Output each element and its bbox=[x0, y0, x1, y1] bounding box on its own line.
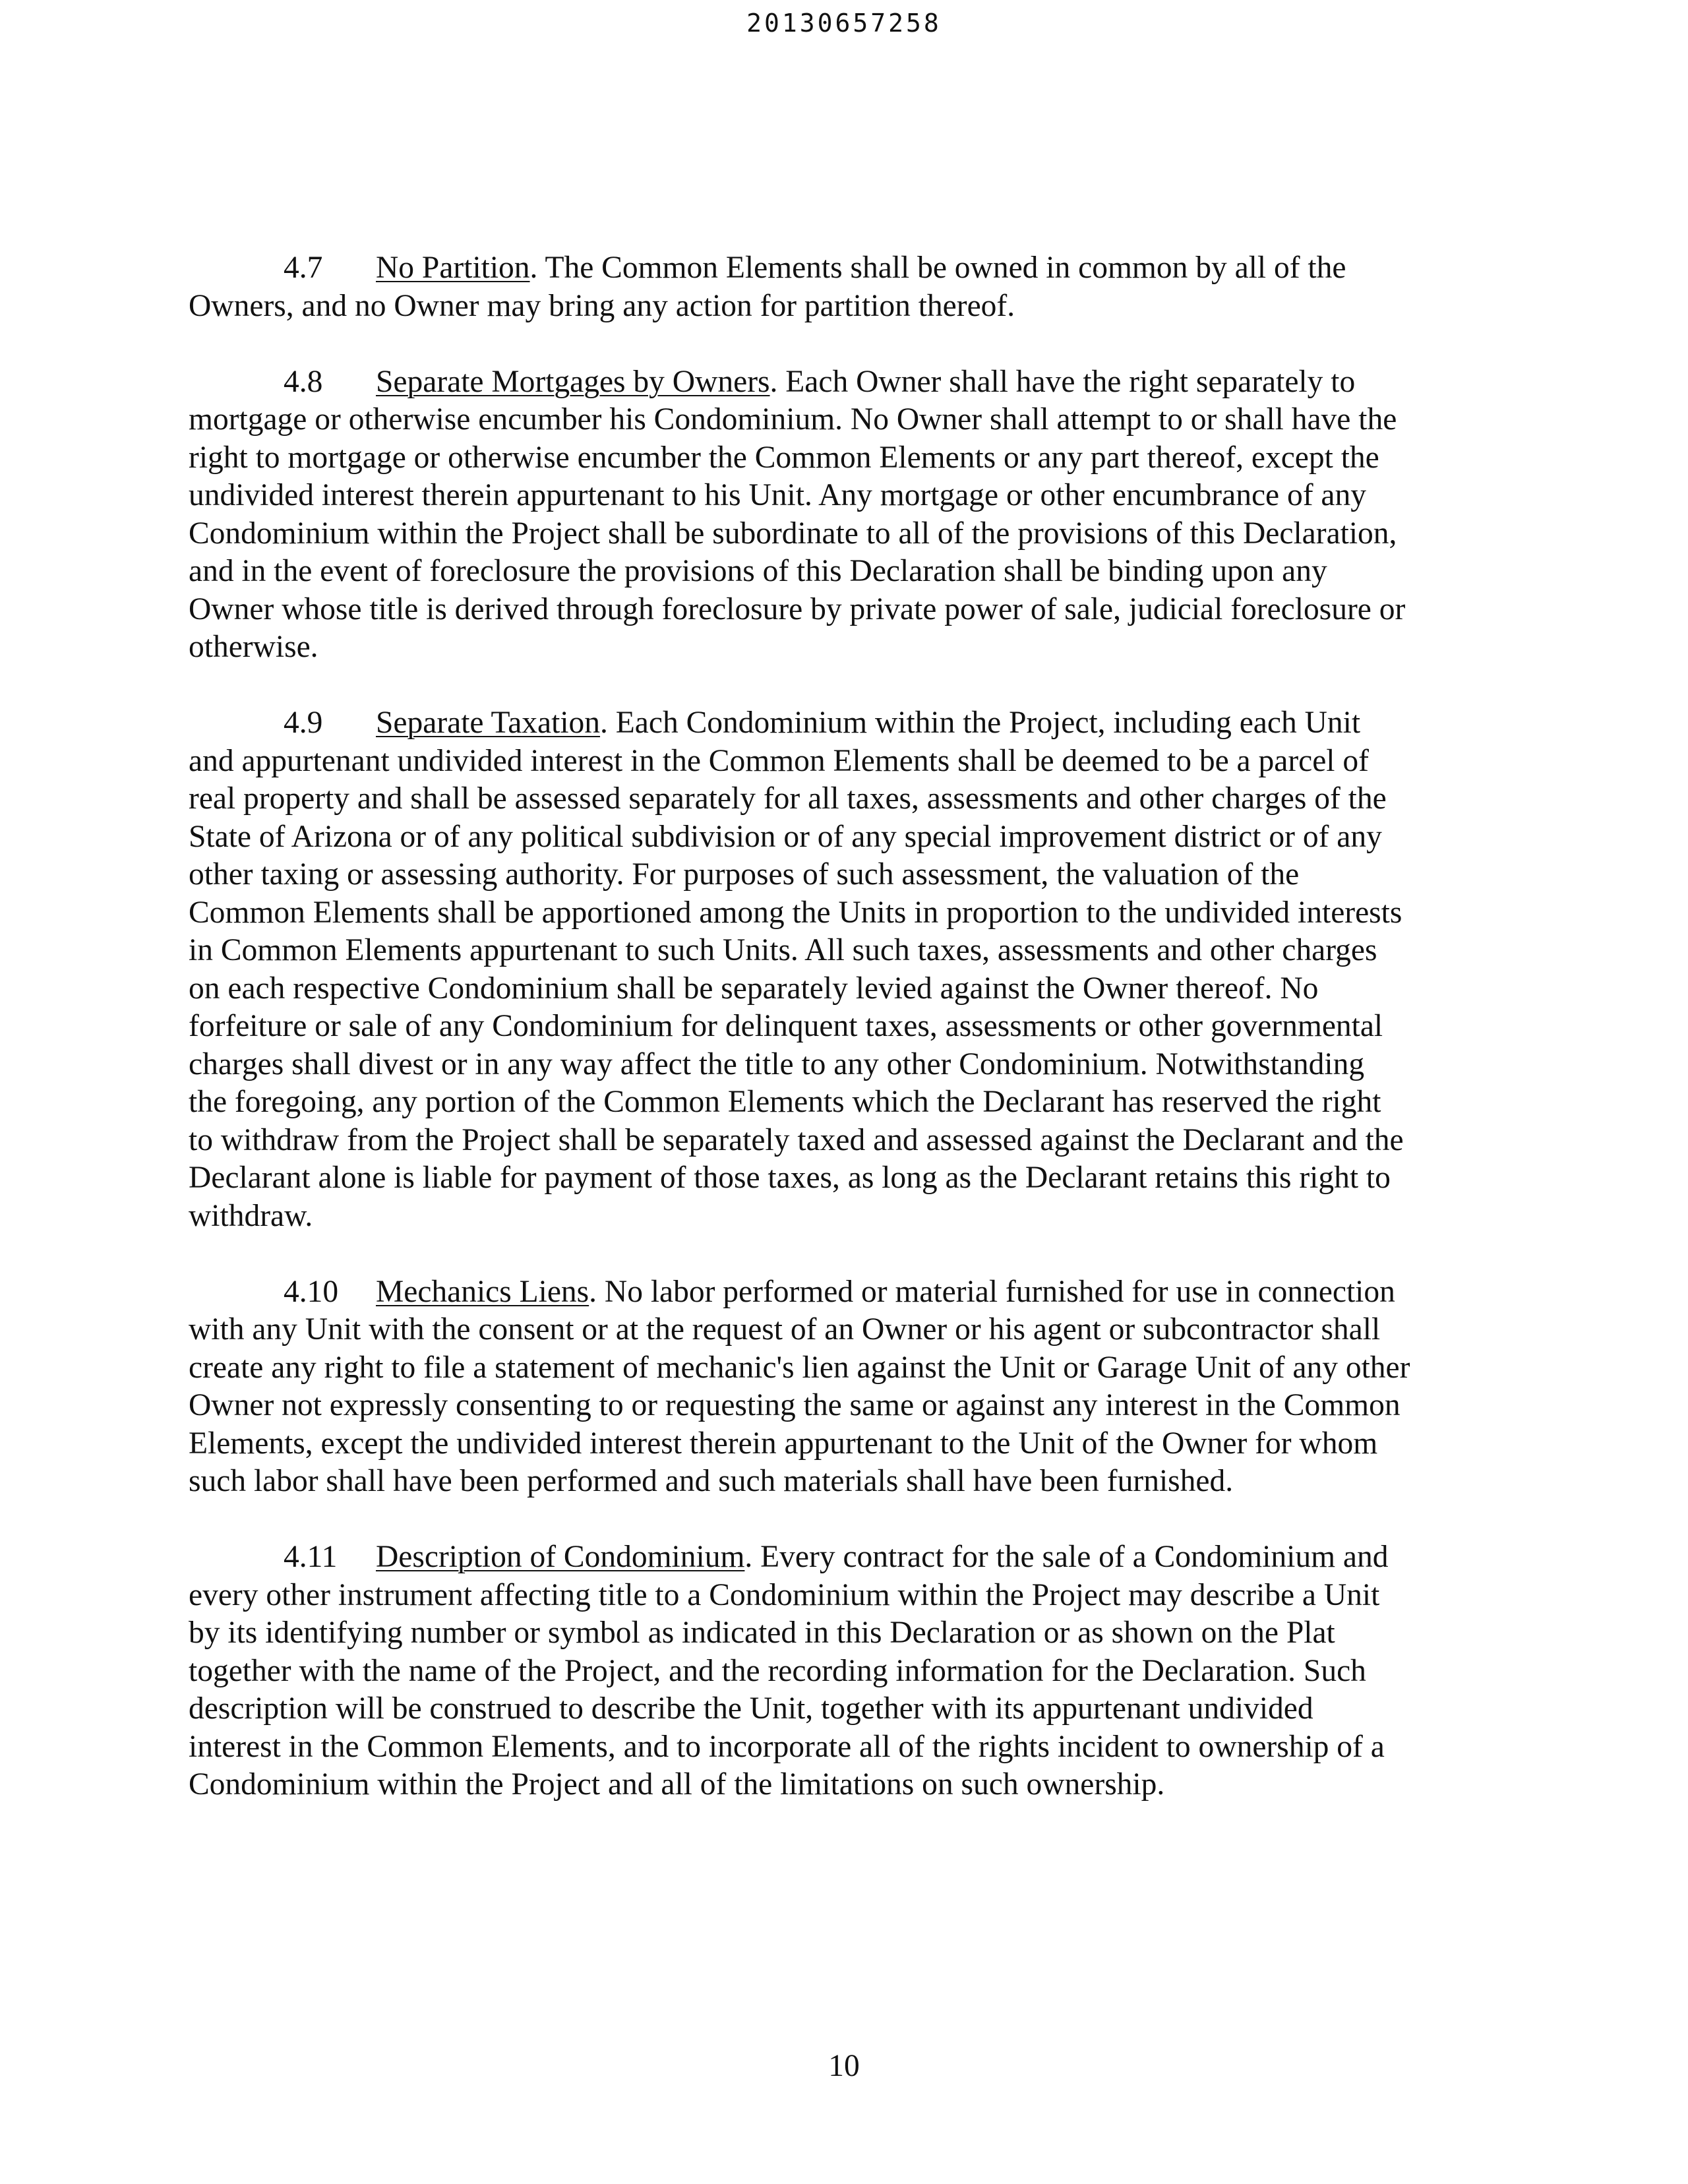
section-text-line: Common Elements shall be apportioned among the Units in proportion to the undivided interests bbox=[189, 895, 1402, 930]
section-title: Separate Mortgages by Owners bbox=[376, 364, 770, 399]
section-text-line: Declarant alone is liable for payment of those taxes, as long as the Declarant retains this right to bbox=[189, 1161, 1391, 1195]
section-number: 4.10 bbox=[284, 1274, 339, 1309]
section-text-line: create any right to file a statement of mechanic's lien against the Unit or Garage Unit of any other bbox=[189, 1350, 1410, 1385]
document-number: 20130657258 bbox=[746, 9, 942, 38]
section-text-line: to withdraw from the Project shall be separately taxed and assessed against the Declarant and the bbox=[189, 1122, 1404, 1157]
section-text-line: undivided interest therein appurtenant to his Unit. Any mortgage or other encumbrance of any bbox=[189, 478, 1367, 512]
section-text-line: forfeiture or sale of any Condominium for delinquent taxes, assessments or other governmental bbox=[189, 1009, 1383, 1043]
section-text-line: on each respective Condominium shall be separately levied against the Owner thereof. No bbox=[189, 971, 1319, 1006]
section-4-9 bbox=[189, 704, 1481, 1235]
section-text-line: Condominium within the Project shall be subordinate to all of the provisions of this Declaration, bbox=[189, 516, 1397, 551]
section-text-line: and in the event of foreclosure the provisions of this Declaration shall be binding upon any bbox=[189, 554, 1327, 588]
section-first-line bbox=[189, 249, 1481, 288]
section-text-line: Owners, and no Owner may bring any action for partition thereof. bbox=[189, 288, 1015, 323]
page-number: 10 bbox=[828, 2049, 860, 2083]
section-text-line: otherwise. bbox=[189, 630, 318, 664]
section-4-10 bbox=[189, 1273, 1481, 1501]
section-text-line: withdraw. bbox=[189, 1198, 313, 1233]
section-first-line-text: . The Common Elements shall be owned in common by all of the bbox=[529, 251, 1346, 285]
document-body bbox=[189, 249, 1481, 1842]
section-text-line: real property and shall be assessed separately for all taxes, assessments and other charges of the bbox=[189, 781, 1387, 816]
section-number: 4.7 bbox=[284, 251, 323, 285]
section-first-line bbox=[189, 704, 1481, 743]
section-text-line: by its identifying number or symbol as indicated in this Declaration or as shown on the Plat bbox=[189, 1616, 1335, 1650]
section-text-line: mortgage or otherwise encumber his Condominium. No Owner shall attempt to or shall have the bbox=[189, 402, 1397, 437]
section-text-line: with any Unit with the consent or at the request of an Owner or his agent or subcontractor shall bbox=[189, 1312, 1381, 1347]
section-text-line: Owner not expressly consenting to or requesting the same or against any interest in the Common bbox=[189, 1388, 1401, 1422]
section-text-line: interest in the Common Elements, and to incorporate all of the rights incident to ownership of a bbox=[189, 1729, 1385, 1764]
section-text-line: in Common Elements appurtenant to such Units. All such taxes, assessments and other charges bbox=[189, 933, 1377, 967]
section-4-7 bbox=[189, 249, 1481, 325]
section-text-line: and appurtenant undivided interest in the Common Elements shall be deemed to be a parcel of bbox=[189, 743, 1369, 778]
section-text-line: Elements, except the undivided interest therein appurtenant to the Unit of the Owner for whom bbox=[189, 1426, 1378, 1461]
section-first-line bbox=[189, 1538, 1481, 1577]
section-4-11 bbox=[189, 1538, 1481, 1804]
section-first-line-text: . Each Condominium within the Project, including each Unit bbox=[600, 706, 1361, 740]
section-text-line: State of Arizona or of any political subdivision or of any special improvement district or of any bbox=[189, 819, 1382, 854]
section-first-line bbox=[189, 1273, 1481, 1312]
section-title: Description of Condominium bbox=[376, 1540, 745, 1574]
section-first-line-text: . No labor performed or material furnished for use in connection bbox=[589, 1274, 1395, 1309]
section-text-line: other taxing or assessing authority. For purposes of such assessment, the valuation of the bbox=[189, 857, 1300, 892]
section-first-line bbox=[189, 363, 1481, 402]
section-text-line: Condominium within the Project and all of the limitations on such ownership. bbox=[189, 1767, 1165, 1802]
section-title: Separate Taxation bbox=[376, 706, 601, 740]
section-first-line-text: . Each Owner shall have the right separately to bbox=[769, 364, 1356, 399]
section-4-8 bbox=[189, 363, 1481, 667]
section-text-line: every other instrument affecting title to a Condominium within the Project may describe a Unit bbox=[189, 1577, 1380, 1612]
section-text-line: Owner whose title is derived through foreclosure by private power of sale, judicial foreclosure or bbox=[189, 592, 1406, 626]
section-first-line-text: . Every contract for the sale of a Condominium and bbox=[744, 1540, 1389, 1574]
section-number: 4.11 bbox=[284, 1540, 338, 1574]
section-title: No Partition bbox=[376, 251, 530, 285]
section-number: 4.9 bbox=[284, 706, 323, 740]
section-text-line: the foregoing, any portion of the Common Elements which the Declarant has reserved the right bbox=[189, 1085, 1381, 1119]
section-text-line: right to mortgage or otherwise encumber the Common Elements or any part thereof, except the bbox=[189, 440, 1379, 475]
section-title: Mechanics Liens bbox=[376, 1274, 589, 1309]
section-text-line: such labor shall have been performed and such materials shall have been furnished. bbox=[189, 1464, 1234, 1498]
section-text-line: together with the name of the Project, and the recording information for the Declaration. Such bbox=[189, 1653, 1366, 1688]
section-text-line: description will be construed to describe the Unit, together with its appurtenant undivided bbox=[189, 1691, 1313, 1726]
section-number: 4.8 bbox=[284, 364, 323, 399]
section-text-line: charges shall divest or in any way affect the title to any other Condominium. Notwithstanding bbox=[189, 1046, 1365, 1081]
